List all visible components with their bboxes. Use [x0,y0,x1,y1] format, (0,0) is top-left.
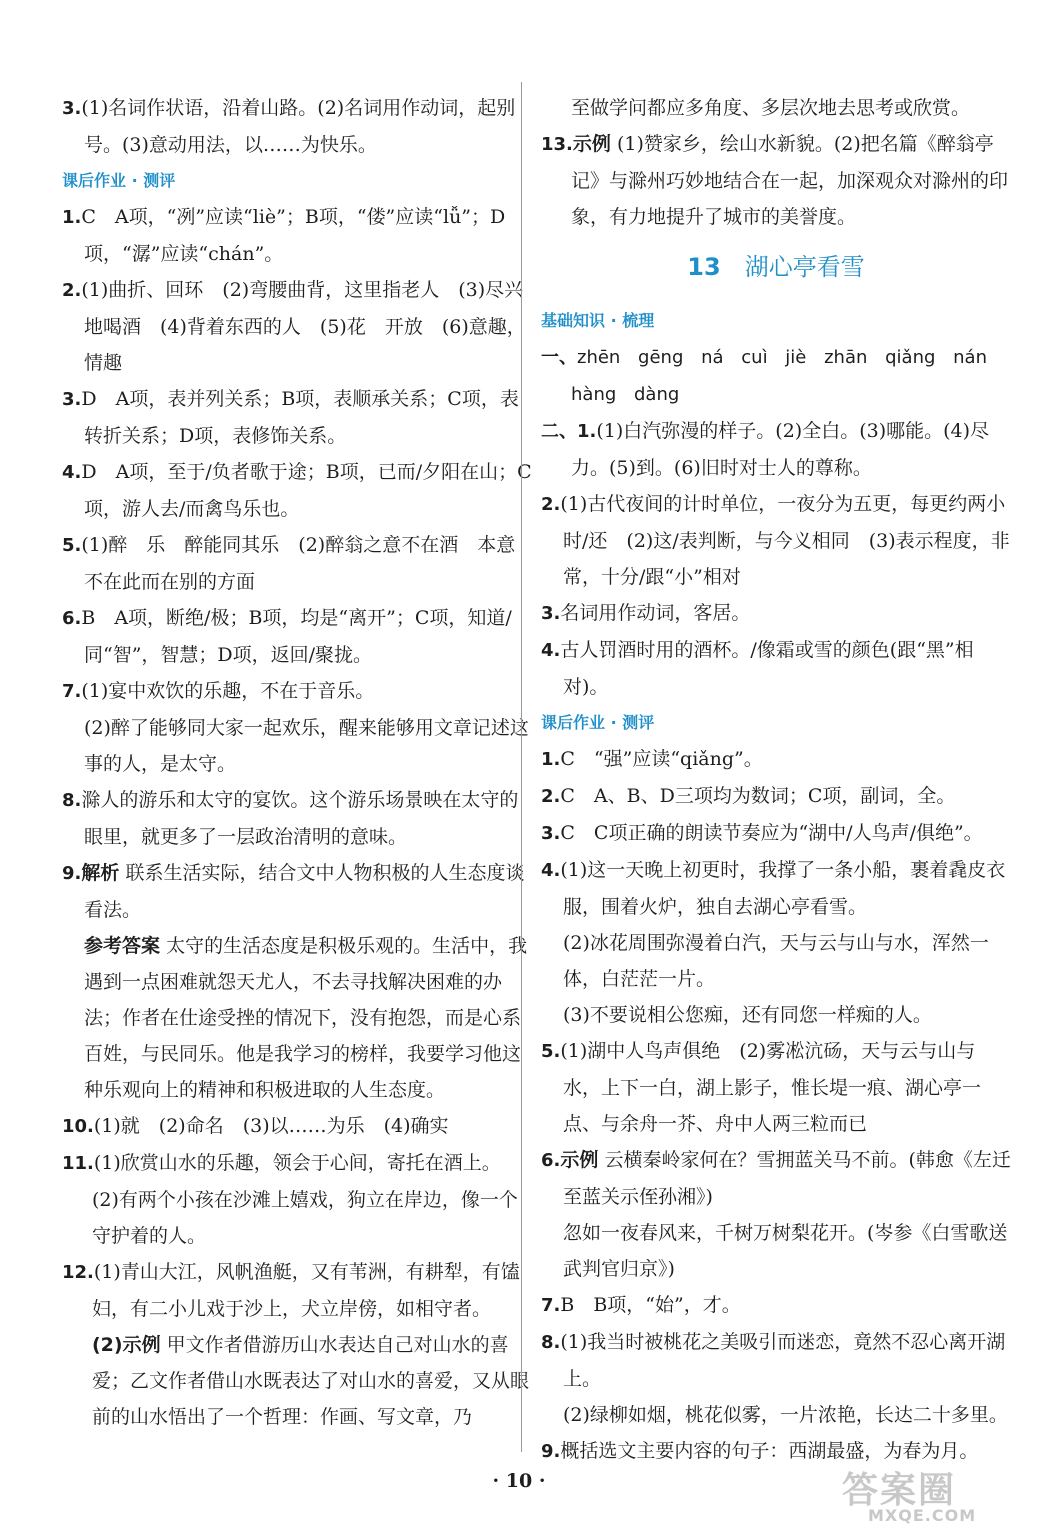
answer-paragraph [541,1033,1011,1142]
question-number: 9. [62,863,82,884]
pinyin-text: zhēn gēng ná cuì jiè zhān qiǎng nán hàng dàng [571,347,987,405]
answer-text: 名词用作动词，客居。 [560,602,751,624]
question-number: 12. [62,1262,94,1283]
answer-text: 云横秦岭家何在？雪拥蓝关马不前。(韩愈《左迁至蓝关示侄孙湘》) [563,1149,1011,1208]
answer-text: B A项，断绝/极；B项，均是“离开”；C项，知道/同“智”，智慧；D项，返回/聚拢。 [81,607,512,666]
answer-paragraph [62,1327,532,1435]
answer-text: (1)曲折、回环 (2)弯腰曲背，这里指老人 (3)尽兴地喝酒 (4)背着东西的人 (5)花 开放 (6)意趣，情趣 [81,279,526,374]
answer-paragraph [62,527,532,600]
answer-text: 概括选文主要内容的句子：西湖最盛，为春为月。 [560,1440,979,1462]
answer-text: C A、B、D三项均为数词；C项，副词，全。 [560,785,956,807]
question-number: 7. [62,681,82,702]
question-number: 6. [541,1150,561,1171]
answer-text: (3)不要说相公您痴，还有同您一样痴的人。 [563,1004,932,1026]
question-number: 6. [62,608,82,629]
section-heading: 课后作业 · 测评 [62,171,176,190]
answer-text: (1)欣赏山水的乐趣，领会于心间，寄托在酒上。 [93,1152,501,1174]
column-divider [521,82,522,1452]
answer-text: (1)醉 乐 醉能同其乐 (2)醉翁之意不在酒 本意不在此而在别的方面 [81,534,516,593]
answer-text: (2)冰花周围弥漫着白汽，天与云与山与水，浑然一体，白茫茫一片。 [563,932,989,990]
question-number: 1. [62,207,82,228]
answer-text: (1)这一天晚上初更时，我撑了一条小船，裹着毳皮衣服，围着火炉，独自去湖心亭看雪。 [560,859,1006,918]
page-number: · 10 · [492,1470,546,1492]
answer-paragraph [62,928,532,1108]
lesson-name: 湖心亭看雪 [744,253,865,281]
watermark-text-cn: 答案圈 [842,1470,957,1511]
question-number: 9. [541,1441,561,1462]
section-heading: 基础知识 · 梳理 [541,311,655,330]
lesson-number: 13 [687,253,721,281]
watermark-logo [824,1462,1024,1530]
answer-text: D A项，表并列关系；B项，表顺承关系；C项，表转折关系；D项，表修饰关系。 [81,388,519,447]
lesson-title [541,249,1011,285]
answer-text: (1)青山大江，风帆渔艇，又有苇洲，有耕犁，有馌妇，有二小儿戏于沙上，犬立岸傍，如相守者。 [92,1261,520,1320]
answer-paragraph [541,126,1011,235]
answer-paragraph [62,1108,532,1145]
answer-paragraph [541,1397,1011,1433]
answer-paragraph [541,632,1011,705]
answer-text: (1)湖中人鸟声俱绝 (2)雾凇沆砀，天与云与山与水，上下一白，湖上影子，惟长堤一痕、湖心亭一点、与余舟一芥、舟中人两三粒而已 [560,1040,982,1135]
answer-text: (1)古代夜间的计时单位，一夜分为五更，每更约两小时/还 (2)这/表判断，与今义相同 (3)表示程度，非常，十分/跟“小”相对 [560,493,1010,588]
answer-text: 联系生活实际，结合文中人物积极的人生态度谈看法。 [84,862,525,921]
answer-text: C C项正确的朗读节奏应为“湖中/人鸟声/俱绝”。 [560,822,983,844]
section-heading: 课后作业 · 测评 [541,713,655,732]
answer-paragraph [62,1182,532,1254]
question-number: 8. [541,1332,561,1353]
answer-paragraph [62,381,532,454]
answer-text: (1)赞家乡，绘山水新貌。(2)把名篇《醉翁亭记》与滁州巧妙地结合在一起，加深观众对滁州的印象，有力地提升了城市的美誉度。 [571,133,1009,228]
answer-paragraph [62,1145,532,1182]
answer-paragraph [541,413,1011,486]
question-number: 3. [62,389,82,410]
right-column [541,90,1011,1470]
answer-text: 忽如一夜春风来，千树万树梨花开。(岑参《白雪歌送武判官归京》) [563,1222,1008,1280]
question-number: 7. [541,1295,561,1316]
question-number: 3. [541,823,561,844]
answer-paragraph [62,454,532,527]
answer-paragraph [541,1215,1011,1287]
answer-paragraph [62,855,532,928]
answer-text: C “强”应读“qiǎng”。 [560,748,763,770]
answer-tag: 参考答案 [84,935,161,957]
question-number: 2. [541,494,561,515]
answer-tag: 示例 [560,1149,599,1171]
question-number: 5. [62,535,82,556]
question-number: 一、 [541,347,577,368]
question-number: 4. [62,462,82,483]
question-number: 8. [62,790,82,811]
answer-text: (1)宴中欢饮的乐趣，不在于音乐。 [81,680,375,702]
question-number: 4. [541,860,561,881]
question-number: 5. [541,1041,561,1062]
answer-text: (2)绿柳如烟，桃花似雾，一片浓艳，长达二十多里。 [563,1404,1008,1426]
watermark-text-en: MXQE.COM [868,1506,977,1525]
answer-paragraph [62,710,532,782]
answer-paragraph [541,595,1011,632]
answer-text: 滁人的游乐和太守的宴饮。这个游乐场景映在太守的眼里，就更多了一层政治清明的意味。 [81,789,519,848]
answer-paragraph [541,852,1011,925]
answer-paragraph [541,815,1011,852]
answer-paragraph [62,272,532,381]
answer-text: (1)我当时被桃花之美吸引而迷恋，竟然不忍心离开湖上。 [560,1331,1006,1390]
answer-text: (1)白汽弥漫的样子。(2)全白。(3)哪能。(4)尽力。(5)到。(6)旧时对士人的尊称。 [571,420,990,479]
answer-paragraph [62,1254,532,1327]
question-number: 1. [541,749,561,770]
answer-text: C A项，“冽”应读“liè”；B项，“偻”应读“lǚ”；D项，“潺”应读“chán”。 [81,206,506,265]
answer-paragraph [62,90,532,163]
question-number: 3. [541,603,561,624]
answer-paragraph [541,1324,1011,1397]
answer-paragraph [541,1142,1011,1215]
answer-paragraph [541,925,1011,997]
answer-tag: 解析 [81,862,120,884]
question-number: 二、1. [541,421,597,442]
answer-paragraph [541,1287,1011,1324]
answer-text: 古人罚酒时用的酒杯。/像霜或雪的颜色(跟“黑”相对)。 [560,639,974,698]
answer-text: (2)醉了能够同大家一起欢乐，醒来能够用文章记述这事的人，是太守。 [84,717,529,775]
pinyin-answer [541,339,1011,413]
answer-tag: 示例 [572,133,611,155]
answer-text: (2)有两个小孩在沙滩上嬉戏，狗立在岸边，像一个守护着的人。 [92,1189,518,1247]
answer-text: D A项，至于/负者歌于途；B项，已而/夕阳在山；C项，游人去/而禽鸟乐也。 [81,461,532,520]
question-number: 11. [62,1153,94,1174]
answer-paragraph [541,486,1011,595]
answer-paragraph [62,199,532,272]
answer-paragraph [62,600,532,673]
answer-tag: (2)示例 [92,1334,161,1356]
answer-text: (1)就 (2)命名 (3)以……为乐 (4)确实 [93,1115,449,1137]
question-number: 4. [541,640,561,661]
answer-paragraph [541,741,1011,778]
answer-paragraph [541,778,1011,815]
answer-text: 太守的生活态度是积极乐观的。生活中，我遇到一点困难就怨天尤人，不去寻找解决困难的办法；作者在仕途受挫的情况下，没有抱怨，而是心系百姓，与民同乐。他是我学习的榜样，我要学习他这种乐观向上的精神和积极进取的人生态度。 [84,935,528,1101]
answer-text: (1)名词作状语，沿着山路。(2)名词用作动词，起别号。(3)意动用法，以……为快乐。 [81,97,516,156]
answer-paragraph [541,90,1011,126]
question-number: 2. [62,280,82,301]
answer-paragraph [62,782,532,855]
answer-paragraph [541,997,1011,1033]
question-number: 3. [62,98,82,119]
question-number: 2. [541,786,561,807]
question-number: 10. [62,1116,94,1137]
answer-text: 至做学问都应多角度、多层次地去思考或欣赏。 [571,97,971,119]
answer-paragraph [62,673,532,710]
question-number: 13. [541,134,573,155]
answer-text: 甲文作者借游历山水表达自己对山水的喜爱；乙文作者借山水既表达了对山水的喜爱，又从眼前的山水悟出了一个哲理：作画、写文章，乃 [92,1334,530,1428]
left-column [62,90,532,1435]
answer-text: B B项，“始”，才。 [560,1294,741,1316]
